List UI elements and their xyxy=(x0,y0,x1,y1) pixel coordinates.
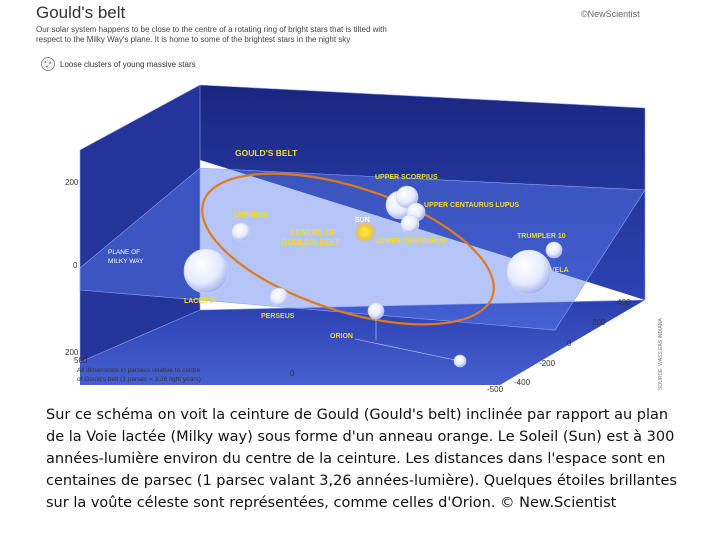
tick-right-200: 200 xyxy=(592,318,606,327)
figure-credit: ©NewScientist xyxy=(581,9,640,19)
sun-marker xyxy=(361,228,369,236)
cluster-label-upper-centaurus-lupus: UPPER CENTAURUS LUPUS xyxy=(424,202,520,209)
tick-left-top: 200 xyxy=(65,178,79,187)
tick-bottom-0: 0 xyxy=(290,369,295,378)
legend-cluster-icon xyxy=(42,58,55,71)
centre-label-1: CENTRE OF xyxy=(290,228,337,237)
side-credit: SOURCE: WASS.EAS.INDIANA xyxy=(658,318,664,390)
cluster-label-lower-centaurus: LOWER CENTAURUS xyxy=(375,238,447,245)
footnote-line-2: of Gould's belt (1 parsec = 3.26 light years) xyxy=(77,376,201,383)
cluster-label-orion: ORION xyxy=(330,333,353,340)
caption: Sur ce schéma on voit la ceinture de Gould (Gould's belt) inclinée par rapport au plan de la Voie lactée (Milky way) sous forme d'un anneau orange. Le Soleil (Sun) est à 300 années-lumière environ du centre de la ceinture. Les distances dans l'espace sont en centaines de parsec (1 parsec valant 3,26 années-lumière). Quelques étoiles brillantes sur la voûte céleste sont représentées, comme celles d'Orion. © New.Scientist xyxy=(46,407,677,511)
cluster-label-upper-scorpius: UPPER SCORPIUS xyxy=(375,174,438,181)
plane-label-1: PLANE OF xyxy=(108,249,141,256)
tick-right-neg500: -500 xyxy=(487,385,504,394)
belt-label: GOULD'S BELT xyxy=(235,148,298,158)
tick-left-mid: 0 xyxy=(73,261,78,270)
sun-label: SUN xyxy=(355,217,370,224)
cluster-label-cepheus: CEPHEUS xyxy=(234,212,268,219)
gould-belt-diagram xyxy=(30,0,670,395)
plane-label-2: MILKY WAY xyxy=(108,258,144,265)
tick-right-0: 0 xyxy=(567,339,572,348)
tick-right-neg200: -200 xyxy=(539,359,556,368)
footnote-line-1: All dimensions in parsecs relative to centre xyxy=(77,367,201,374)
legend-label: Loose clusters of young massive stars xyxy=(60,60,196,69)
tick-right-400: 400 xyxy=(617,298,631,307)
cluster-label-perseus: PERSEUS xyxy=(261,313,295,320)
centre-label-2: GOULD'S BELT xyxy=(281,238,340,247)
tick-right-neg400: -400 xyxy=(514,378,531,387)
legend xyxy=(42,58,196,71)
figure-title: Gould's belt xyxy=(36,3,126,22)
figure-subtitle-line-1: Our solar system happens to be close to the centre of a rotating ring of bright stars that is tilted with xyxy=(36,25,387,34)
tick-bottom-500: 500 xyxy=(74,356,88,365)
cluster-label-lacerta: LACERTA xyxy=(184,298,217,305)
cluster-label-vela: VELA xyxy=(550,267,569,274)
cluster-label-trumpler: TRUMPLER 10 xyxy=(517,233,566,240)
figure-subtitle-line-2: respect to the Milky Way's plane. It is home to some of the brightest stars in the night sky xyxy=(36,35,351,44)
tick-left-bottom: 200 xyxy=(65,348,79,357)
